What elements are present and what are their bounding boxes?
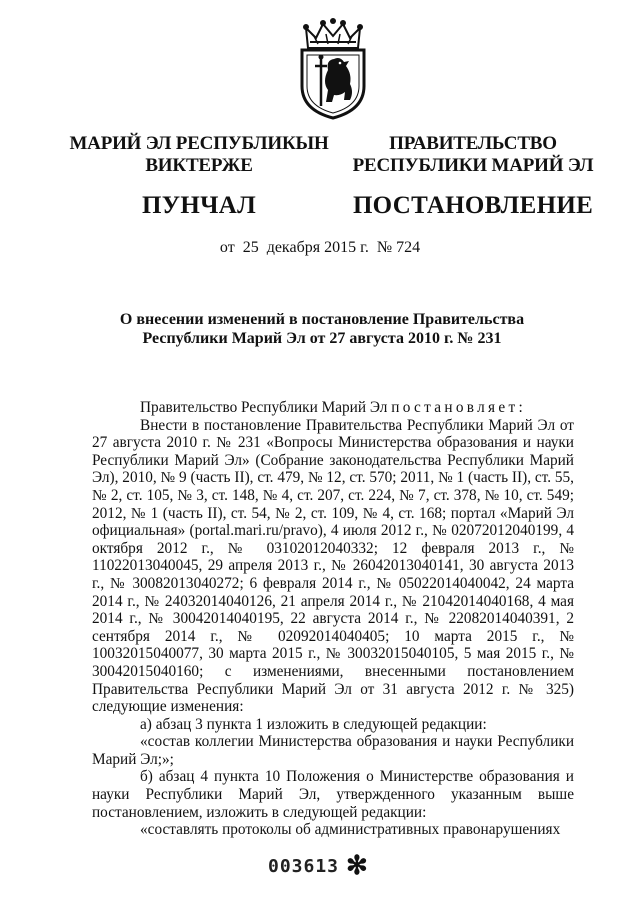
header-right-line1: ПРАВИТЕЛЬСТВО <box>389 133 557 154</box>
document-title <box>92 310 552 348</box>
body-paragraph-main: Внести в постановление Правительства Республики Марий Эл от 27 августа 2010 г. № 231 «Вопросы Министерства образования и науки Республики Марий Эл» (Собрание законодательства Республики Марий Эл), 2010, № 9 (часть II), ст. 479, № 12, ст. 570; 2011, № 1 (часть II), ст. 55, № 2, ст. 105, № 3, ст. 148, № 4, ст. 207, ст. 224, № 7, ст. 378, № 10, ст. 549; 2012, № 1 (часть II), ст. 54, № 2, ст. 109, № 4, ст. 168; портал «Марий Эл официальная» (portal.mari.ru/pravo), 4 июля 2012 г., № 02072012040199, 4 октября 2012 г., № 03102012040332; 12 февраля 2013 г., № 11022013040045, 29 апреля 2013 г., № 26042013040141, 30 августа 2013 г., № 30082013040272; 6 февраля 2014 г., № 05022014040042, 24 марта 2014 г., № 24032014040126, 21 апреля 2014 г., № 21042014040168, 4 мая 2014 г., № 30042014040195, 22 августа 2014 г., № 22082014040391, 2 сентября 2014 г., № 02092014040405; 10 марта 2015 г., № 10032015040077, 30 марта 2015 г., № 30032015040105, 5 мая 2015 г., № 30042015040160; с изменениями, внесенными постановлением Правительства Республики Марий Эл от 31 августа 2012 г. № 325) следующие изменения: <box>92 416 574 716</box>
body-paragraph-quote-a: «состав коллегии Министерства образования и науки Республики Марий Эл;»; <box>92 733 574 768</box>
document-number: № 724 <box>376 239 421 256</box>
document-body <box>92 399 574 839</box>
date-prefix: от <box>219 239 235 256</box>
body-paragraph-item-b: б) абзац 4 пункта 10 Положения о Министерстве образования и науки Республики Марий Эл, утвержденного указанным выше постановлением, изложить в следующей редакции: <box>92 768 574 821</box>
header-left-line2: ВИКТЕРЖЕ <box>145 155 253 176</box>
serial-number: 003613 <box>268 856 340 877</box>
document-date <box>0 239 640 257</box>
date-day: 25 <box>242 239 259 256</box>
header-right-line2: РЕСПУБЛИКИ МАРИЙ ЭЛ <box>352 155 594 176</box>
title-line1: О внесении изменений в постановление Правительства <box>119 311 525 328</box>
body-paragraph-quote-b: «составлять протоколы об административных правонарушениях <box>140 821 561 839</box>
header-left-doc-type: ПУНЧАЛ <box>141 192 257 219</box>
preamble-decree-word: постановляет: <box>391 399 527 416</box>
coat-of-arms-icon <box>294 18 372 120</box>
title-line2: Республики Марий Эл от 27 августа 2010 г. № 231 <box>142 330 502 347</box>
asterisk-icon: ✻ <box>346 851 368 880</box>
body-paragraph-item-a: а) абзац 3 пункта 1 изложить в следующей редакции: <box>140 715 487 733</box>
header-right-doc-type: ПОСТАНОВЛЕНИЕ <box>352 192 594 219</box>
header-left <box>64 133 334 221</box>
body-paragraph-preamble <box>92 399 574 417</box>
preamble-lead: Правительство Республики Марий Эл <box>140 399 392 416</box>
header-left-line1: МАРИЙ ЭЛ РЕСПУБЛИКЫН <box>69 133 329 154</box>
header-right <box>338 133 608 221</box>
date-month-year: декабря 2015 г. <box>266 239 369 256</box>
